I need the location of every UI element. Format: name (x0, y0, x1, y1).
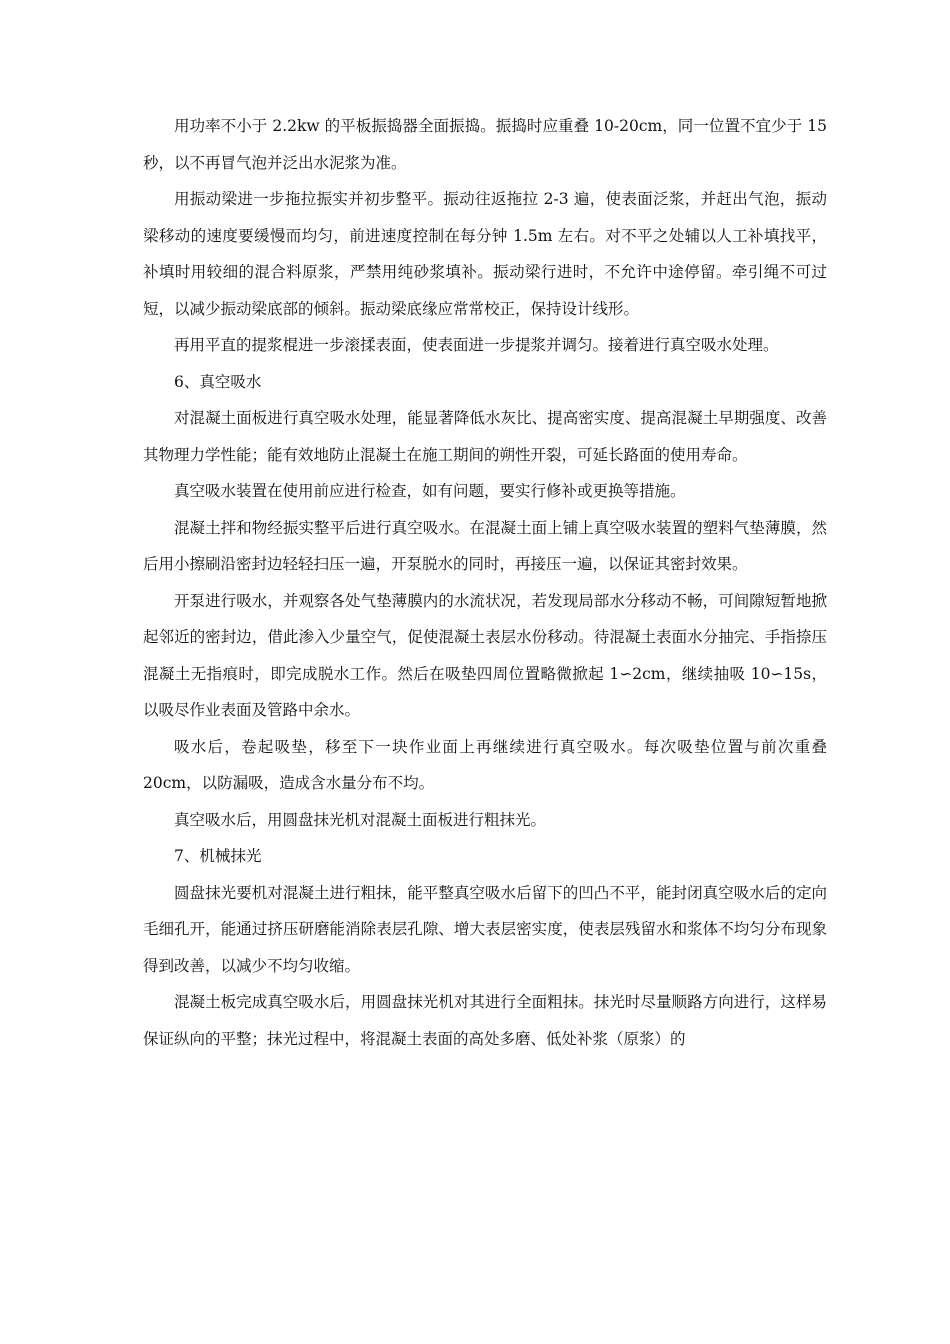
paragraph: 真空吸水后，用圆盘抹光机对混凝土面板进行粗抹光。 (174, 810, 547, 829)
paragraph: 开泵进行吸水，并观察各处气垫薄膜内的水流状况，若发现局部水分移动不畅，可间隙短暂地掀起邻近的密封边，借此渗入少量空气，促使混凝土表层水份移动。待混凝土表面水分抽完、手指捺压混凝土无指痕时，即完成脱水工作。然后在吸垫四周位置略微掀起 1∽2cm，继续抽吸 10∽15s，以吸尽作业表面及管路中余水。 (143, 591, 827, 719)
paragraph: 真空吸水装置在使用前应进行检查，如有问题，要实行修补或更换等措施。 (174, 482, 686, 500)
paragraph: 对混凝土面板进行真空吸水处理，能显著降低水灰比、提高密实度、提高混凝土早期强度、改善其物理力学性能；能有效地防止混凝土在施工期间的朔性开裂，可延长路面的使用寿命。 (143, 409, 827, 464)
paragraph: 混凝土拌和物经振实整平后进行真空吸水。在混凝土面上铺上真空吸水装置的塑料气垫薄膜，然后用小擦刷沿密封边轻轻扫压一遍，开泵脱水的同时，再接压一遍，以保证其密封效果。 (143, 518, 827, 573)
section-heading: 6、真空吸水 (174, 372, 262, 391)
document-body (143, 108, 827, 1057)
section-heading: 7、机械抹光 (174, 847, 262, 865)
paragraph: 混凝土板完成真空吸水后，用圆盘抹光机对其进行全面粗抹。抹光时尽量顺路方向进行，这样易保证纵向的平整；抹光过程中，将混凝土表面的高处多磨、低处补浆（原浆）的 (143, 993, 827, 1048)
paragraph: 用功率不小于 2.2kw 的平板振捣器全面振捣。振捣时应重叠 10-20cm，同一位置不宜少于 15 秒，以不再冒气泡并泛出水泥浆为准。 (143, 117, 827, 172)
paragraph: 用振动梁进一步拖拉振实并初步整平。振动往返拖拉 2-3 遍，使表面泛浆，并赶出气泡，振动梁移动的速度要缓慢而均匀，前进速度控制在每分钟 1.5m 左右。对不平之处辅以人工补填找平，补填时用较细的混合料原浆，严禁用纯砂浆填补。振动梁行进时，不允许中途停留。牵引绳不可过短，以减少振动梁底部的倾斜。振动梁底缘应常常校正，保持设计线形。 (143, 190, 827, 318)
paragraph: 圆盘抹光要机对混凝土进行粗抹，能平整真空吸水后留下的凹凸不平，能封闭真空吸水后的定向毛细孔开，能通过挤压研磨能消除表层孔隙、增大表层密实度，使表层残留水和浆体不均匀分布现象得到改善，以减少不均匀收缩。 (143, 883, 827, 975)
paragraph: 再用平直的提浆棍进一步滚揉表面，使表面进一步提浆并调匀。接着进行真空吸水处理。 (174, 336, 779, 354)
paragraph: 吸水后，卷起吸垫，移至下一块作业面上再继续进行真空吸水。每次吸垫位置与前次重叠 20cm，以防漏吸，造成含水量分布不均。 (143, 737, 827, 792)
